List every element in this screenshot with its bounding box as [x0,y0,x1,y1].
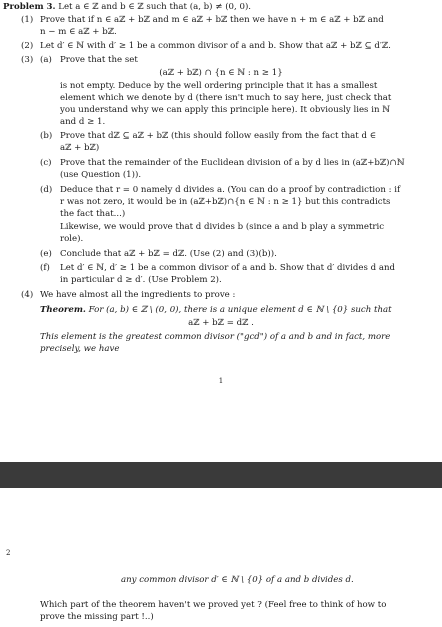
q3e-text: Conclude that aℤ + bℤ = dℤ. (Use (2) and (3)(b)). [60,249,277,259]
q1-number: (1) [21,15,34,25]
q3f-line1: Let d′ ∈ ℕ, d′ ≥ 1 be a common divisor of a and b. Show that d′ divides d and [60,263,396,273]
q3a-line4: and d ≥ 1. [60,117,106,127]
page-number-1: 1 [218,377,224,385]
q3a-formula: (aℤ + bℤ) ∩ {n ∈ ℕ : n ≥ 1} [159,68,283,78]
q3a-line1: is not empty. Deduce by the well ordering principle that it has a smallest [60,81,378,91]
theorem-line3: precisely, we have [40,344,120,354]
q3b-label: (b) [40,131,53,141]
page2-line1: Which part of the theorem haven't we proved yet ? (Feel free to think of how to [40,600,387,610]
q3e-label: (e) [40,249,52,259]
page-number-2: 2 [6,549,11,557]
q1-line2: n − m ∈ aℤ + bℤ. [40,27,117,37]
problem-header [3,2,251,13]
theorem-formula: aℤ + bℤ = dℤ . [188,318,254,328]
page2-continuation: any common divisor d′ ∈ ℕ \ {0} of a and b divides d. [121,575,354,585]
page2-line2: prove the missing part !..) [40,612,154,622]
q4-text: We have almost all the ingredients to prove : [40,290,236,300]
q3d-line5: role). [60,234,84,244]
q3c-line1: Prove that the remainder of the Euclidean division of a by d lies in (aℤ+bℤ)∩ℕ [60,158,405,168]
theorem-line1 [40,305,392,316]
q3d-line4: Likewise, we would prove that d divides b (since a and b play a symmetric [60,222,385,232]
page-separator [0,462,442,488]
q2-number: (2) [21,41,34,51]
q3d-line3: the fact that...) [60,209,126,219]
q3d-line1: Deduce that r = 0 namely d divides a. (You can do a proof by contradiction : if [60,185,401,195]
q3d-line2: r was not zero, it would be in (aℤ+bℤ)∩{n ∈ ℕ : n ≥ 1} but this contradicts [60,197,391,207]
q3c-line2: (use Question (1)). [60,170,142,180]
q3d-label: (d) [40,185,53,195]
q3b-line1: Prove that dℤ ⊆ aℤ + bℤ (this should follow easily from the fact that d ∈ [60,131,377,141]
q4-number: (4) [21,290,34,300]
q3a-intro: Prove that the set [60,55,138,65]
q3a-line3: you understand why we can apply this principle here). It obviously lies in ℕ [60,105,391,115]
q1-line1: Prove that if n ∈ aℤ + bℤ and m ∈ aℤ + bℤ then we have n + m ∈ aℤ + bℤ and [40,15,384,25]
q3a-label: (a) [40,55,52,65]
problem-label: Problem 3. [3,2,56,12]
problem-statement: Let a ∈ ℤ and b ∈ ℤ such that (a, b) ≠ (0, 0). [58,2,252,12]
theorem-label: Theorem. [40,305,86,315]
q3b-line2: aℤ + bℤ) [60,143,100,153]
q2-text: Let d′ ∈ ℕ with d′ ≥ 1 be a common divisor of a and b. Show that aℤ + bℤ ⊆ d′ℤ. [40,41,391,51]
q3a-line2: element which we denote by d (there isn't much to say here, just check that [60,93,392,103]
q3f-line2: in particular d ≥ d′. (Use Problem 2). [60,275,222,285]
theorem-text1: For (a, b) ∈ ℤ \ (0, 0), there is a unique element d ∈ ℕ \ {0} such that [88,305,392,315]
theorem-line2: This element is the greatest common divisor ("gcd") of a and b and in fact, more [40,332,391,342]
q3-number: (3) [21,55,34,65]
q3f-label: (f) [40,263,50,273]
q3c-label: (c) [40,158,52,168]
